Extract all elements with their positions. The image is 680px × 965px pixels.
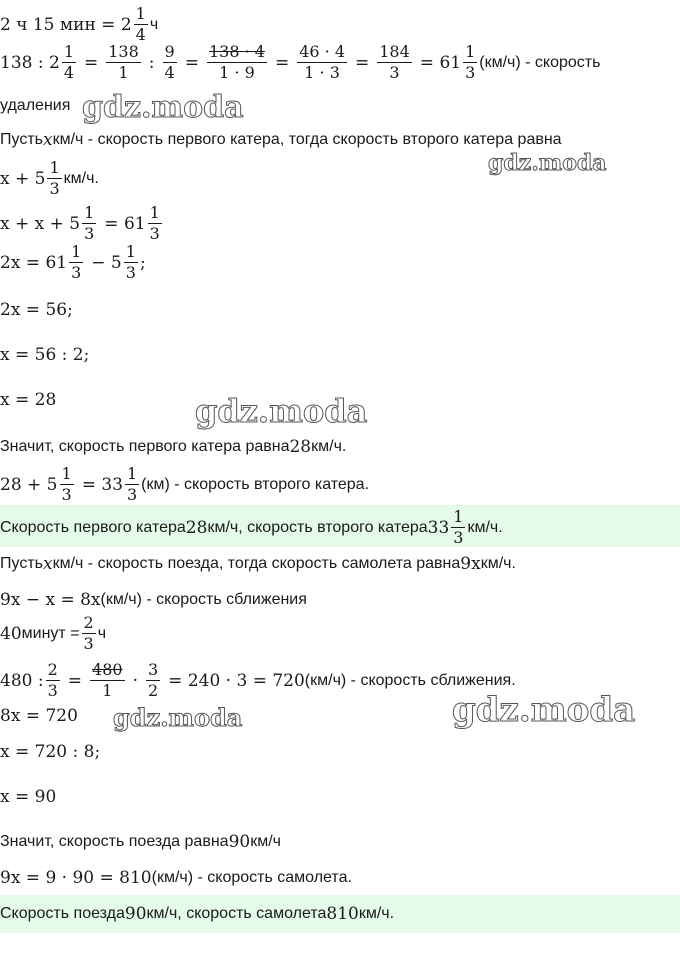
line-equation-2: 2x = 61 $\frac{1}{3}$ − 5 $\frac{1}{3}$ ; [0, 242, 146, 282]
line-plane-speed: 9x = 9 · 90 = 810 (км/ч) - скорость самолета. [0, 868, 352, 888]
line-equation-3: 2x = 56; [0, 300, 73, 320]
line-approach-speed-calc: 480 : $\frac{2}{3}$ = $\frac{480}{1}$ · $\frac{3}{2}$ = 240 · 3 = 720 (км/ч) - скорость сближения. [0, 660, 516, 700]
answer-2: Скорость поезда 90 км/ч, скорость самолета 810 км/ч. [0, 904, 395, 924]
watermark-logo: gdz.moda [488, 150, 607, 176]
line-minutes-conversion: 40 минут = $\frac{2}{3}$ ч [0, 613, 107, 653]
line-train-speed: Значит, скорость поезда равна 90 км/ч [0, 832, 281, 852]
line-second-boat-expr: x + 5 $\frac{1}{3}$ км/ч. [0, 158, 99, 198]
line-removal-speed: 138 : 2 $\frac{1}{4}$ = $\frac{138}{1}$ : $\frac{9}{4}$ = $\frac{138 \cdot 4}{1 \cdot 9}$ = $\frac{46 \cdot 4}{1 \cdot 3}$ = $\frac{184}{3}$ = 61 $\frac{1}{3}$ (км/ч) - скорость [0, 42, 601, 82]
line-let-x-boat: Пусть x км/ч - скорость первого катера, тогда скорость второго катера равна [0, 130, 562, 150]
watermark-logo: gdz.moda [195, 392, 368, 430]
watermark-logo: gdz.moda [452, 690, 636, 730]
line-equation-4: x = 56 : 2; [0, 345, 90, 365]
watermark-logo: gdz.moda [113, 703, 243, 732]
watermark-logo: gdz.moda [82, 90, 244, 125]
answer-1: Скорость первого катера 28 км/ч, скорость второго катера 33 $\frac{1}{3}$ км/ч. [0, 507, 503, 547]
line-second-boat-speed: 28 + 5 $\frac{1}{3}$ = 33 $\frac{1}{3}$ (км) - скорость второго катера. [0, 464, 370, 504]
line-equation-5: x = 28 [0, 390, 57, 410]
line-equation-7: x = 720 : 8; [0, 742, 101, 762]
line-let-x-train: Пусть x км/ч - скорость поезда, тогда скорость самолета равна 9x км/ч. [0, 554, 516, 574]
line-time-conversion: 2 ч 15 мин = 2 $\frac{1}{4}$ ч [0, 4, 159, 44]
line-equation-6: 8x = 720 [0, 706, 78, 726]
line-approach-speed-expr: 9x − x = 8x (км/ч) - скорость сближения [0, 590, 307, 610]
line-first-boat-speed: Значит, скорость первого катера равна 28 км/ч. [0, 437, 347, 457]
line-removal-label: удаления [0, 97, 71, 114]
fraction: $\frac{1}{4}$ [135, 4, 146, 44]
line-equation-1: x + x + 5 $\frac{1}{3}$ = 61 $\frac{1}{3}$ [0, 203, 160, 243]
line-equation-8: x = 90 [0, 787, 57, 807]
